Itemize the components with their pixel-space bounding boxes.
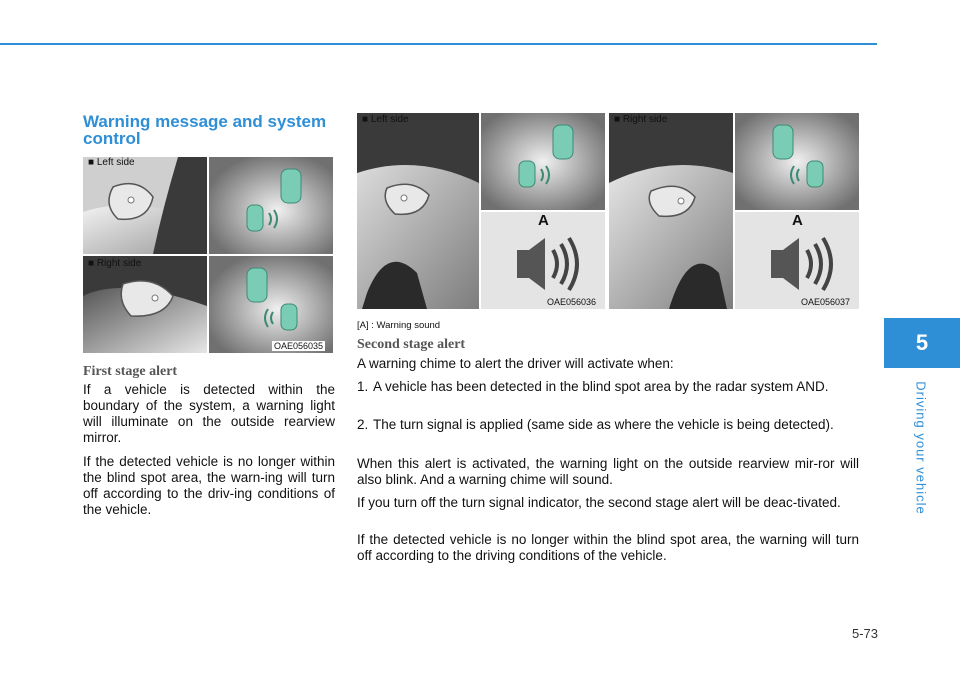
figure2-car-illustration: [357, 113, 479, 309]
page-number: 5-73: [851, 626, 878, 641]
second-stage-paragraph-1: When this alert is activated, the warning light on the outside rearview mir-ror will also blink. And a warning chime will sound.: [357, 456, 859, 487]
figure2-code: OAE056036: [547, 297, 597, 307]
list-item-number: 1.: [357, 379, 369, 394]
list-item: [357, 417, 859, 449]
second-stage-paragraph-3: If the detected vehicle is no longer within the blind spot area, the warning will turn off according to the driving conditions of the vehicle.: [357, 532, 859, 563]
figure2-sound-illustration: [481, 212, 605, 309]
section-title: Warning message and system control: [83, 112, 327, 148]
figure-left-mirror-illustration: [83, 157, 207, 254]
figure-left-radar-illustration: [209, 157, 333, 254]
header-rule: [0, 43, 877, 45]
list-item-text: A vehicle has been detected in the blind spot area by the radar system AND.: [373, 379, 829, 394]
figure3-car-illustration: [609, 113, 733, 309]
figure-right-mirror-illustration: [83, 256, 207, 353]
chapter-title: Driving your vehicle: [913, 380, 929, 515]
list-item: [357, 379, 859, 411]
second-stage-paragraph-2: If you turn off the turn signal indicator, the second stage alert will be deac-tivated.: [357, 495, 841, 510]
first-stage-paragraph-2: If the detected vehicle is no longer within the blind spot area, the warn-ing will turn off according to the driv-ing conditions of the vehicle.: [83, 454, 335, 517]
figure2-sound-marker: A: [538, 212, 549, 229]
second-stage-heading: Second stage alert: [357, 337, 466, 352]
figure2-label: ■ Left side: [362, 114, 409, 125]
second-stage-intro: A warning chime to alert the driver will activate when:: [357, 356, 674, 371]
figure3-radar-illustration: [735, 113, 859, 210]
list-item-number: 2.: [357, 417, 369, 432]
first-stage-heading: First stage alert: [83, 364, 178, 379]
figure-right-radar-illustration: [209, 256, 333, 353]
chapter-tab: 5: [884, 318, 960, 368]
figure-caption: [A] : Warning sound: [357, 320, 441, 331]
figure1-left-label: ■ Left side: [88, 157, 135, 168]
figure2-radar-illustration: [481, 113, 605, 210]
figure3-code: OAE056037: [801, 297, 851, 307]
figure3-sound-illustration: [735, 212, 859, 309]
list-item-text: The turn signal is applied (same side as where the vehicle is being detected).: [373, 417, 834, 432]
figure3-sound-marker: A: [792, 212, 803, 229]
figure1-code: OAE056035: [274, 341, 324, 351]
first-stage-paragraph-1: If a vehicle is detected within the boundary of the system, a warning light will illuminate on the outside rearview mirror.: [83, 382, 335, 445]
figure3-label: ■ Right side: [614, 114, 668, 125]
chapter-label: [912, 375, 930, 520]
figure1-right-label: ■ Right side: [88, 258, 142, 269]
